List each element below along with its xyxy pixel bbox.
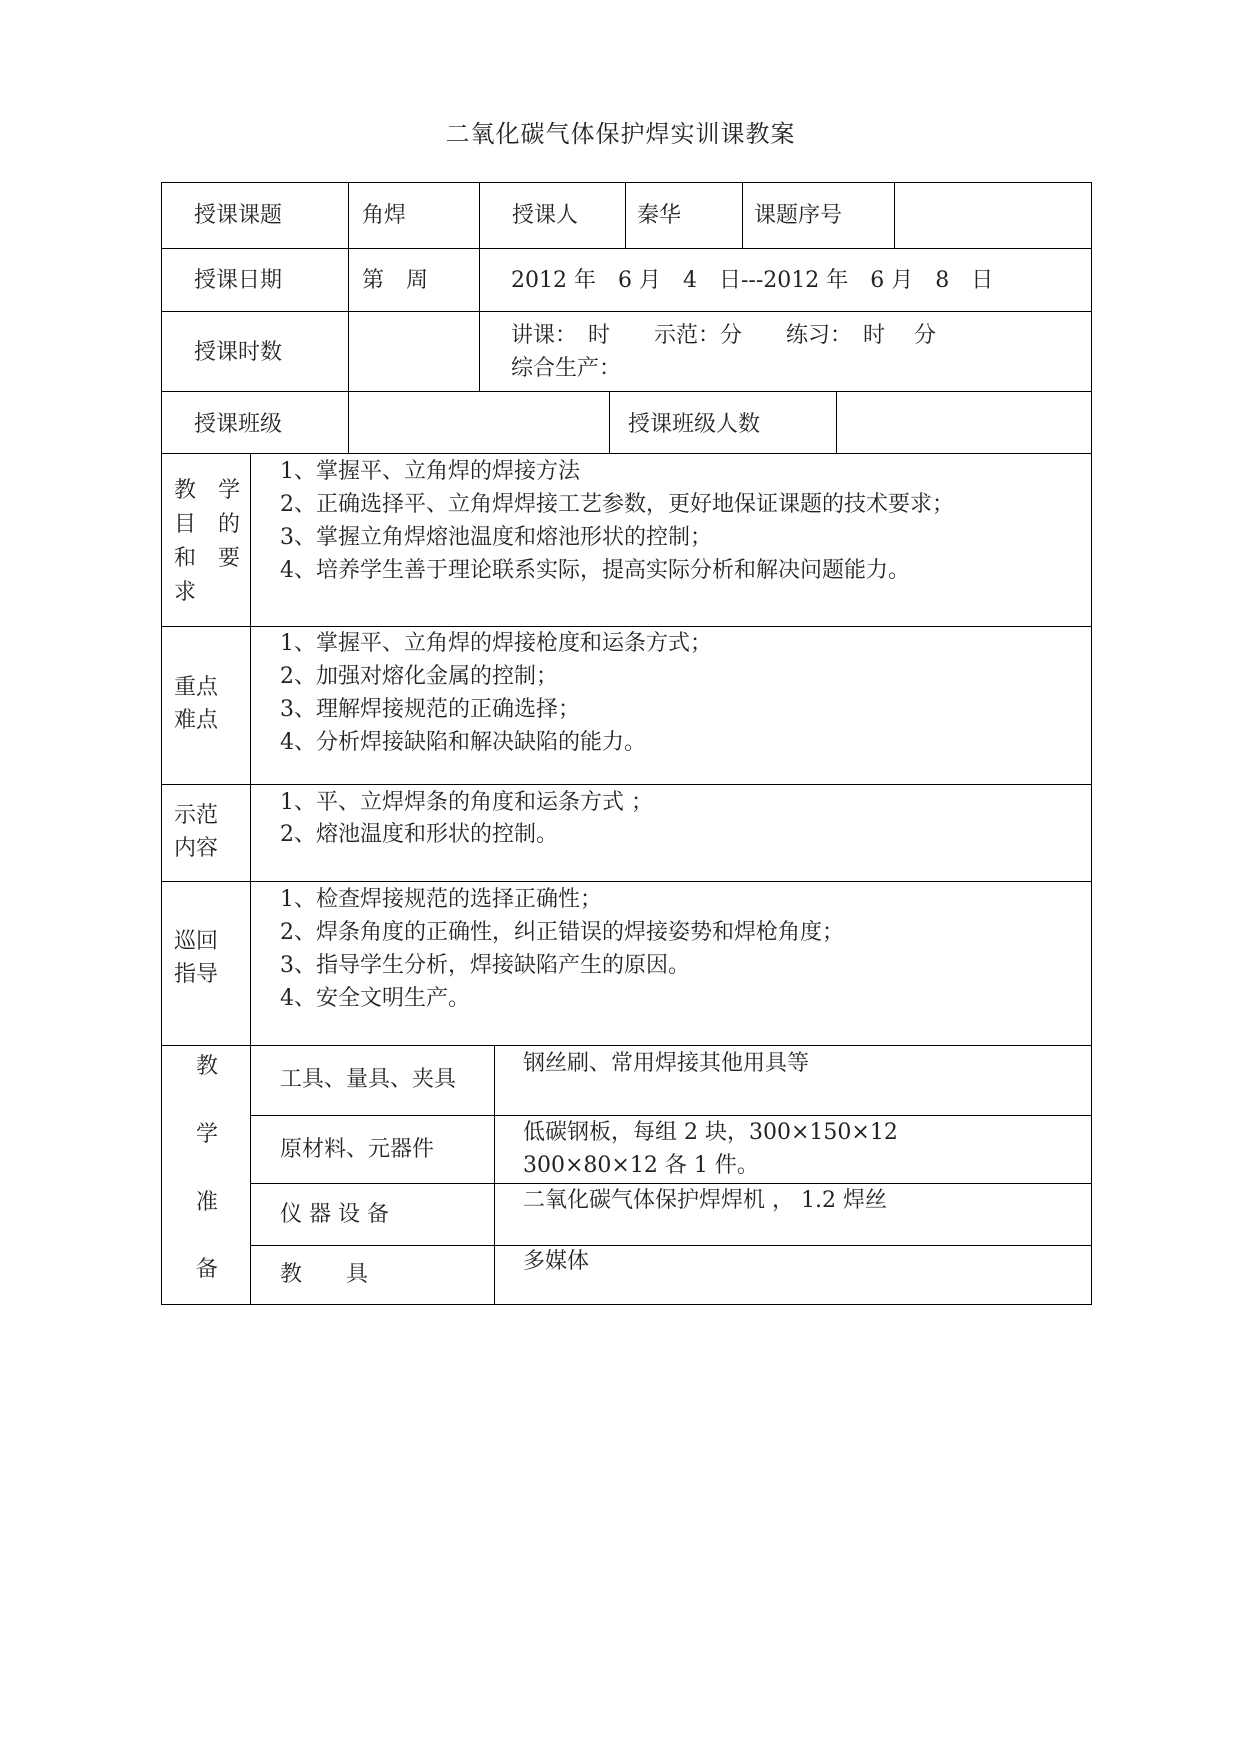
sequence-label: 课题序号 <box>754 203 843 228</box>
prep-label-char: 准 <box>196 1190 219 1215</box>
table-rule <box>494 1045 495 1305</box>
key-points-label: 重点 <box>174 675 219 700</box>
prep-label-char: 备 <box>196 1257 219 1282</box>
table-rule <box>250 1245 1092 1246</box>
document-title: 二氧化碳气体保护焊实训课教案 <box>445 120 796 148</box>
goals-label: 和 要 <box>174 546 241 571</box>
table-rule <box>161 1045 1092 1046</box>
table-border <box>161 182 1092 183</box>
date-label: 授课日期 <box>194 268 283 293</box>
teacher-label: 授课人 <box>512 203 579 228</box>
demo-label: 内容 <box>174 836 219 861</box>
prep-equipment-label: 仪 器 设 备 <box>280 1202 389 1227</box>
demo-item: 2、熔池温度和形状的控制。 <box>280 822 558 847</box>
guidance-item: 1、检查焊接规范的选择正确性； <box>280 887 602 912</box>
hours-breakdown: 讲课： 时 示范：分 练习： 时 分 <box>511 323 936 348</box>
prep-materials-label: 原材料、元器件 <box>280 1137 435 1162</box>
goals-label: 教 学 <box>174 478 241 503</box>
guidance-label: 巡回 <box>174 929 219 954</box>
topic-value: 角焊 <box>362 203 407 228</box>
hours-production: 综合生产： <box>511 356 622 381</box>
key-point-item: 3、理解焊接规范的正确选择； <box>280 697 580 722</box>
goal-item: 1、掌握平、立角焊的焊接方法 <box>280 459 580 484</box>
table-rule <box>609 391 610 454</box>
key-point-item: 4、分析焊接缺陷和解决缺陷的能力。 <box>280 730 646 755</box>
key-point-item: 2、加强对熔化金属的控制； <box>280 664 558 689</box>
demo-label: 示范 <box>174 803 219 828</box>
table-rule <box>894 182 895 249</box>
teacher-value: 秦华 <box>637 203 682 228</box>
prep-materials-value: 低碳钢板，每组 2 块，300×150×12 <box>523 1120 898 1145</box>
topic-label: 授课课题 <box>194 203 283 228</box>
goal-item: 2、正确选择平、立角焊焊接工艺参数，更好地保证课题的技术要求； <box>280 492 954 517</box>
table-border <box>161 182 162 1305</box>
table-rule <box>161 453 1092 454</box>
table-rule <box>161 784 1092 785</box>
prep-tools-label: 工具、量具、夹具 <box>280 1067 457 1092</box>
guidance-item: 3、指导学生分析，焊接缺陷产生的原因。 <box>280 953 690 978</box>
guidance-item: 4、安全文明生产。 <box>280 986 470 1011</box>
goals-label: 求 <box>174 580 197 605</box>
table-rule <box>250 453 251 1305</box>
table-rule <box>161 311 1092 312</box>
prep-label-char: 学 <box>196 1122 219 1147</box>
table-rule <box>836 391 837 454</box>
goals-label: 目 的 <box>174 512 241 537</box>
table-rule <box>625 182 626 249</box>
key-points-label: 难点 <box>174 708 219 733</box>
table-rule <box>161 391 1092 392</box>
prep-teaching-aids-value: 多媒体 <box>523 1249 590 1274</box>
goal-item: 4、培养学生善于理论联系实际，提高实际分析和解决问题能力。 <box>280 558 910 583</box>
guidance-label: 指导 <box>174 962 219 987</box>
prep-tools-value: 钢丝刷、常用焊接其他用具等 <box>523 1051 810 1076</box>
date-range: 2012 年 6 月 4 日---2012 年 6 月 8 日 <box>511 268 994 293</box>
table-rule <box>479 182 480 392</box>
table-rule <box>348 182 349 392</box>
table-border <box>161 1304 1092 1305</box>
prep-equipment-value: 二氧化碳气体保护焊焊机 ， 1.2 焊丝 <box>523 1188 887 1213</box>
week-text: 第 周 <box>362 268 429 293</box>
table-border <box>1091 182 1092 1305</box>
table-rule <box>348 391 349 454</box>
prep-label-char: 教 <box>196 1054 219 1079</box>
prep-teaching-aids-label: 教 具 <box>280 1262 369 1287</box>
hours-label: 授课时数 <box>194 340 283 365</box>
prep-materials-value: 300×80×12 各 1 件。 <box>523 1153 759 1178</box>
demo-item: 1、平、立焊焊条的角度和运条方式 ； <box>280 790 653 815</box>
table-rule <box>742 182 743 249</box>
class-label: 授课班级 <box>194 412 283 437</box>
guidance-item: 2、焊条角度的正确性，纠正错误的焊接姿势和焊枪角度； <box>280 920 844 945</box>
key-point-item: 1、掌握平、立角焊的焊接枪度和运条方式； <box>280 631 712 656</box>
goal-item: 3、掌握立角焊熔池温度和熔池形状的控制； <box>280 525 712 550</box>
table-rule <box>161 248 1092 249</box>
class-count-label: 授课班级人数 <box>628 412 761 437</box>
table-rule <box>161 881 1092 882</box>
